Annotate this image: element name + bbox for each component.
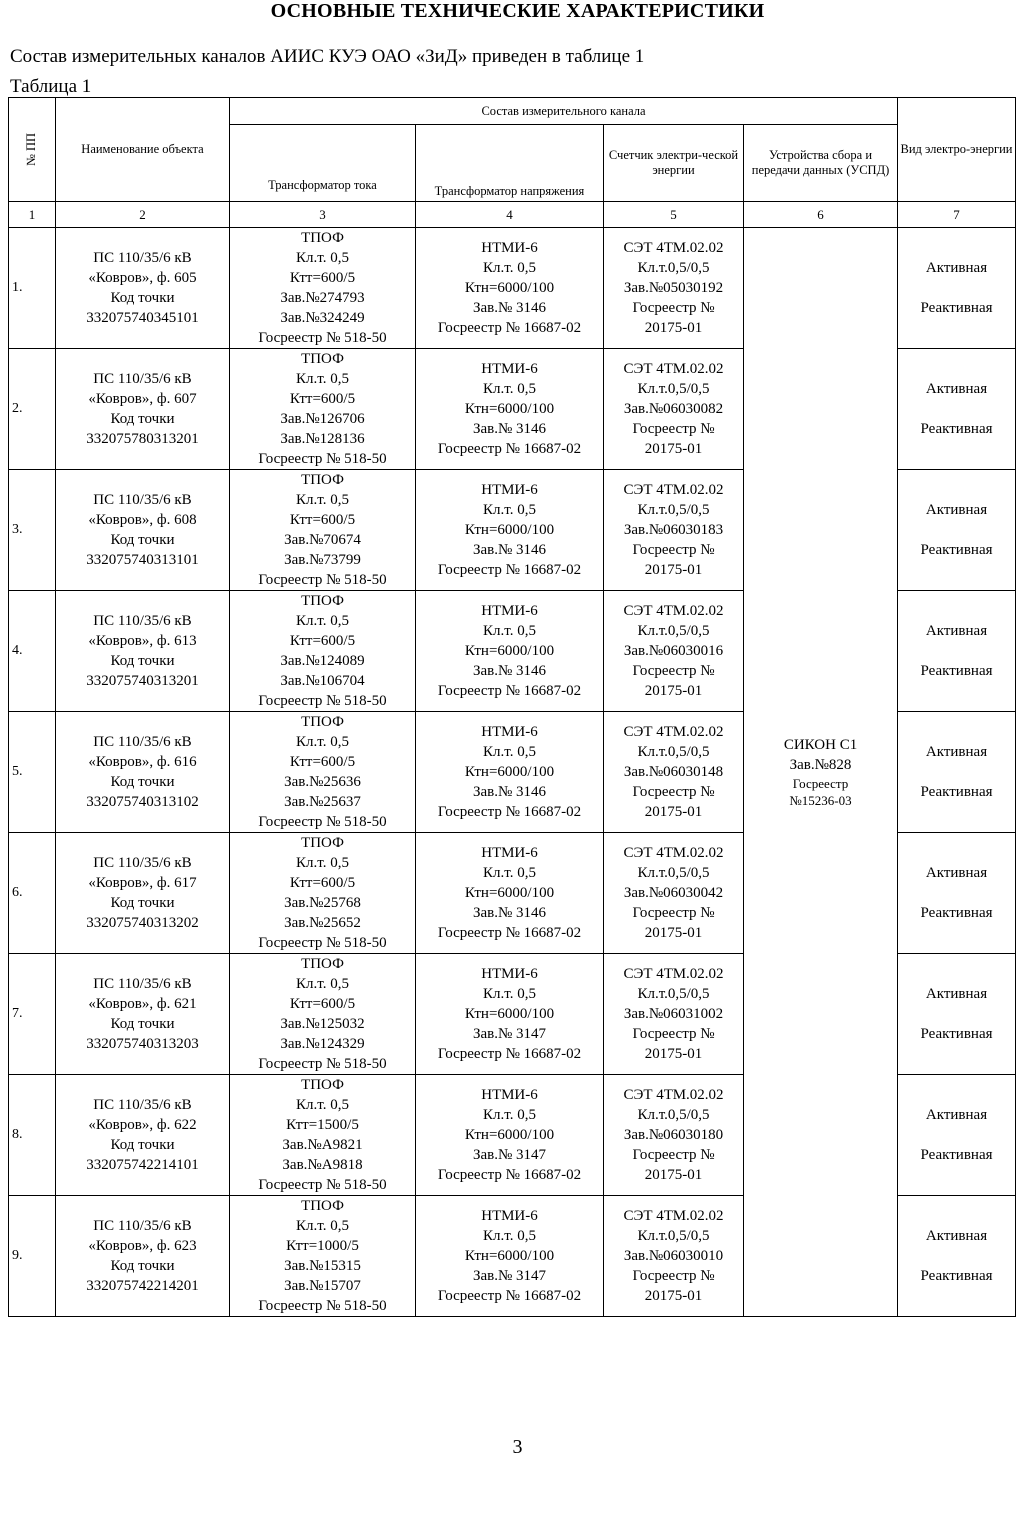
cell-line: 332075780313201 bbox=[86, 431, 199, 447]
cell-line: ТПОФ bbox=[301, 835, 344, 851]
meter-cell bbox=[604, 1196, 744, 1317]
cell-line: Госреестр № bbox=[632, 1268, 715, 1284]
meter-cell bbox=[604, 349, 744, 470]
cell-line: Госреестр № bbox=[632, 542, 715, 558]
cell-line: Кл.т. 0,5 bbox=[296, 734, 349, 750]
cell-line: Госреестр № bbox=[632, 784, 715, 800]
ct-cell bbox=[230, 228, 416, 349]
cell-line: Зав.№25636 bbox=[284, 774, 361, 790]
cell-line: Кл.т.0,5/0,5 bbox=[637, 1228, 710, 1244]
cell-line: «Ковров», ф. 605 bbox=[88, 270, 197, 286]
cell-line: «Ковров», ф. 622 bbox=[88, 1117, 197, 1133]
cell-line: Госреестр № 16687-02 bbox=[437, 562, 582, 578]
energy-cell bbox=[898, 833, 1016, 954]
row-number: 8. bbox=[9, 1075, 56, 1196]
cell-line: Госреестр № bbox=[632, 421, 715, 437]
cell-line: 332075740313101 bbox=[86, 552, 199, 568]
energy-active: Активная bbox=[925, 381, 988, 397]
cell-line: Госреестр № 518-50 bbox=[258, 330, 387, 346]
cell-line: СЭТ 4ТМ.02.02 bbox=[623, 1087, 724, 1103]
cell-line: «Ковров», ф. 607 bbox=[88, 391, 197, 407]
cell-line: 20175-01 bbox=[644, 925, 703, 941]
cell-line: Ктн=6000/100 bbox=[464, 522, 555, 538]
cell-line: Госреестр № 518-50 bbox=[258, 1177, 387, 1193]
meter-cell bbox=[604, 591, 744, 712]
cell-line: Зав.№06030180 bbox=[623, 1127, 724, 1143]
cell-line: Кл.т. 0,5 bbox=[296, 1097, 349, 1113]
object-cell bbox=[56, 954, 230, 1075]
cell-line: Код точки bbox=[110, 411, 175, 427]
table-row bbox=[9, 228, 1016, 349]
object-cell bbox=[56, 833, 230, 954]
cell-line: Госреестр № 16687-02 bbox=[437, 804, 582, 820]
vt-cell bbox=[416, 349, 604, 470]
cell-line: Кл.т. 0,5 bbox=[296, 250, 349, 266]
cell-line: Кл.т.0,5/0,5 bbox=[637, 260, 710, 276]
cell-line: Код точки bbox=[110, 653, 175, 669]
cell-line: ТПОФ bbox=[301, 1198, 344, 1214]
cell-line: Зав.№06030010 bbox=[623, 1248, 724, 1264]
cell-line: НТМИ-6 bbox=[481, 482, 538, 498]
cell-line: СЭТ 4ТМ.02.02 bbox=[623, 1208, 724, 1224]
uspd-reg-number: №15236-03 bbox=[789, 793, 852, 808]
energy-active: Активная bbox=[925, 623, 988, 639]
cell-line: Госреестр № bbox=[632, 300, 715, 316]
energy-active: Активная bbox=[925, 502, 988, 518]
energy-active: Активная bbox=[925, 260, 988, 276]
cell-line: «Ковров», ф. 608 bbox=[88, 512, 197, 528]
cell-line: Зав.№ 3146 bbox=[472, 542, 547, 558]
cell-line: Кл.т.0,5/0,5 bbox=[637, 502, 710, 518]
cell-line: Код точки bbox=[110, 1258, 175, 1274]
cell-line: Госреестр № 16687-02 bbox=[437, 925, 582, 941]
cell-line: ПС 110/35/6 кВ bbox=[93, 371, 192, 387]
cell-line: ТПОФ bbox=[301, 1077, 344, 1093]
ct-cell bbox=[230, 349, 416, 470]
cell-line: Кл.т. 0,5 bbox=[296, 976, 349, 992]
header-ct: Трансформатор тока bbox=[230, 125, 416, 202]
cell-line: Зав.№324249 bbox=[280, 310, 365, 326]
cell-line: Зав.№ 3146 bbox=[472, 784, 547, 800]
energy-active: Активная bbox=[925, 1228, 988, 1244]
cell-line: НТМИ-6 bbox=[481, 240, 538, 256]
cell-line: НТМИ-6 bbox=[481, 1087, 538, 1103]
vt-cell bbox=[416, 954, 604, 1075]
meter-cell bbox=[604, 470, 744, 591]
cell-line: 20175-01 bbox=[644, 804, 703, 820]
energy-active: Активная bbox=[925, 1107, 988, 1123]
cell-line: ПС 110/35/6 кВ bbox=[93, 492, 192, 508]
cell-line: Ктт=600/5 bbox=[289, 633, 356, 649]
energy-cell bbox=[898, 954, 1016, 1075]
cell-line: 332075740313202 bbox=[86, 915, 199, 931]
cell-line: Госреестр № 518-50 bbox=[258, 572, 387, 588]
cell-line: Зав.№А9821 bbox=[282, 1137, 363, 1153]
cell-line: 20175-01 bbox=[644, 320, 703, 336]
uspd-cell bbox=[744, 228, 898, 1317]
cell-line: Зав.№25637 bbox=[284, 794, 361, 810]
cell-line: Кл.т. 0,5 bbox=[483, 260, 536, 276]
cell-line: ТПОФ bbox=[301, 593, 344, 609]
cell-line: 332075742214101 bbox=[86, 1157, 199, 1173]
cell-line: Код точки bbox=[110, 895, 175, 911]
energy-cell bbox=[898, 591, 1016, 712]
cell-line: Зав.№125032 bbox=[280, 1016, 365, 1032]
cell-line: «Ковров», ф. 621 bbox=[88, 996, 197, 1012]
cell-line: Код точки bbox=[110, 1016, 175, 1032]
row-number: 2. bbox=[9, 349, 56, 470]
cell-line: Ктн=6000/100 bbox=[464, 643, 555, 659]
header-energy: Вид электро-энергии bbox=[898, 98, 1016, 202]
cell-line: Кл.т. 0,5 bbox=[296, 371, 349, 387]
cell-line: Зав.№73799 bbox=[284, 552, 361, 568]
cell-line: Кл.т.0,5/0,5 bbox=[637, 1107, 710, 1123]
object-cell bbox=[56, 228, 230, 349]
cell-line: ТПОФ bbox=[301, 230, 344, 246]
cell-line: Кл.т. 0,5 bbox=[296, 1218, 349, 1234]
cell-line: ПС 110/35/6 кВ bbox=[93, 1218, 192, 1234]
cell-line: Ктт=600/5 bbox=[289, 391, 356, 407]
object-cell bbox=[56, 712, 230, 833]
vt-cell bbox=[416, 470, 604, 591]
cell-line: Ктн=6000/100 bbox=[464, 764, 555, 780]
header-uspd: Устройства сбора и передачи данных (УСПД) bbox=[744, 125, 898, 202]
cell-line: СЭТ 4ТМ.02.02 bbox=[623, 603, 724, 619]
uspd-serial: Зав.№828 bbox=[789, 757, 852, 773]
ct-cell bbox=[230, 954, 416, 1075]
energy-cell bbox=[898, 349, 1016, 470]
row-number: 9. bbox=[9, 1196, 56, 1317]
cell-line: СЭТ 4ТМ.02.02 bbox=[623, 724, 724, 740]
uspd-name: СИКОН С1 bbox=[783, 737, 858, 753]
cell-line: ТПОФ bbox=[301, 351, 344, 367]
energy-reactive: Реактивная bbox=[920, 542, 993, 558]
cell-line: Госреестр № 16687-02 bbox=[437, 320, 582, 336]
energy-cell bbox=[898, 1075, 1016, 1196]
cell-line: 20175-01 bbox=[644, 1167, 703, 1183]
cell-line: Ктт=600/5 bbox=[289, 512, 356, 528]
cell-line: НТМИ-6 bbox=[481, 724, 538, 740]
cell-line: Госреестр № 16687-02 bbox=[437, 1288, 582, 1304]
channels-table bbox=[8, 97, 1016, 1317]
header-meter: Счетчик электри-ческой энергии bbox=[604, 125, 744, 202]
ct-cell bbox=[230, 833, 416, 954]
cell-line: СЭТ 4ТМ.02.02 bbox=[623, 845, 724, 861]
cell-line: Ктт=600/5 bbox=[289, 754, 356, 770]
row-number: 5. bbox=[9, 712, 56, 833]
object-cell bbox=[56, 1196, 230, 1317]
row-number: 6. bbox=[9, 833, 56, 954]
ct-cell bbox=[230, 712, 416, 833]
meter-cell bbox=[604, 1075, 744, 1196]
cell-line: Зав.№ 3147 bbox=[472, 1268, 547, 1284]
ct-cell bbox=[230, 1075, 416, 1196]
cell-line: Госреестр № bbox=[632, 663, 715, 679]
meter-cell bbox=[604, 712, 744, 833]
cell-line: Кл.т. 0,5 bbox=[296, 613, 349, 629]
cell-line: Кл.т. 0,5 bbox=[483, 1228, 536, 1244]
header-group: Состав измерительного канала bbox=[230, 98, 898, 125]
cell-line: Госреестр № 16687-02 bbox=[437, 683, 582, 699]
cell-line: Кл.т. 0,5 bbox=[483, 986, 536, 1002]
cell-line: ПС 110/35/6 кВ bbox=[93, 1097, 192, 1113]
energy-cell bbox=[898, 1196, 1016, 1317]
energy-active: Активная bbox=[925, 986, 988, 1002]
cell-line: Зав.№А9818 bbox=[282, 1157, 363, 1173]
meter-cell bbox=[604, 228, 744, 349]
object-cell bbox=[56, 349, 230, 470]
col-number: 3 bbox=[230, 202, 416, 228]
cell-line: 332075740313203 bbox=[86, 1036, 199, 1052]
cell-line: НТМИ-6 bbox=[481, 845, 538, 861]
cell-line: Кл.т. 0,5 bbox=[483, 502, 536, 518]
cell-line: СЭТ 4ТМ.02.02 bbox=[623, 482, 724, 498]
cell-line: НТМИ-6 bbox=[481, 966, 538, 982]
cell-line: Ктн=6000/100 bbox=[464, 401, 555, 417]
object-cell bbox=[56, 1075, 230, 1196]
cell-line: Зав.№126706 bbox=[280, 411, 365, 427]
energy-cell bbox=[898, 470, 1016, 591]
vt-cell bbox=[416, 1075, 604, 1196]
row-number: 4. bbox=[9, 591, 56, 712]
cell-line: 332075740313201 bbox=[86, 673, 199, 689]
cell-line: Зав.№ 3146 bbox=[472, 300, 547, 316]
cell-line: Госреестр № bbox=[632, 1147, 715, 1163]
cell-line: Зав.№25768 bbox=[284, 895, 361, 911]
cell-line: Зав.№06030148 bbox=[623, 764, 724, 780]
cell-line: Кл.т. 0,5 bbox=[483, 1107, 536, 1123]
cell-line: Ктт=600/5 bbox=[289, 270, 356, 286]
cell-line: Код точки bbox=[110, 532, 175, 548]
cell-line: Ктт=1000/5 bbox=[286, 1238, 359, 1254]
cell-line: Зав.№ 3146 bbox=[472, 905, 547, 921]
energy-reactive: Реактивная bbox=[920, 1147, 993, 1163]
cell-line: Ктт=1500/5 bbox=[286, 1117, 359, 1133]
cell-line: Госреестр № 16687-02 bbox=[437, 1167, 582, 1183]
energy-reactive: Реактивная bbox=[920, 421, 993, 437]
cell-line: Код точки bbox=[110, 1137, 175, 1153]
cell-line: Зав.№06030016 bbox=[623, 643, 724, 659]
cell-line: 20175-01 bbox=[644, 1288, 703, 1304]
object-cell bbox=[56, 470, 230, 591]
cell-line: Кл.т. 0,5 bbox=[296, 492, 349, 508]
uspd-reg: Госреестр bbox=[792, 776, 849, 791]
vt-cell bbox=[416, 1196, 604, 1317]
cell-line: Зав.№06031002 bbox=[623, 1006, 724, 1022]
energy-active: Активная bbox=[925, 744, 988, 760]
meter-cell bbox=[604, 833, 744, 954]
cell-line: «Ковров», ф. 616 bbox=[88, 754, 197, 770]
col-number: 7 bbox=[898, 202, 1016, 228]
cell-line: СЭТ 4ТМ.02.02 bbox=[623, 966, 724, 982]
energy-cell bbox=[898, 228, 1016, 349]
page-number: 3 bbox=[512, 1436, 523, 1458]
cell-line: Кл.т.0,5/0,5 bbox=[637, 623, 710, 639]
cell-line: Зав.№ 3146 bbox=[472, 663, 547, 679]
cell-line: ПС 110/35/6 кВ bbox=[93, 613, 192, 629]
cell-line: ТПОФ bbox=[301, 714, 344, 730]
cell-line: Ктт=600/5 bbox=[289, 996, 356, 1012]
col-number: 6 bbox=[744, 202, 898, 228]
cell-line: Код точки bbox=[110, 774, 175, 790]
cell-line: ПС 110/35/6 кВ bbox=[93, 734, 192, 750]
cell-line: «Ковров», ф. 617 bbox=[88, 875, 197, 891]
cell-line: 20175-01 bbox=[644, 441, 703, 457]
cell-line: Зав.№70674 bbox=[284, 532, 361, 548]
cell-line: Госреестр № 518-50 bbox=[258, 1298, 387, 1314]
cell-line: Зав.№ 3147 bbox=[472, 1026, 547, 1042]
cell-line: Зав.№ 3147 bbox=[472, 1147, 547, 1163]
cell-line: Зав.№124329 bbox=[280, 1036, 365, 1052]
cell-line: Ктн=6000/100 bbox=[464, 1006, 555, 1022]
vt-cell bbox=[416, 228, 604, 349]
cell-line: Зав.№274793 bbox=[280, 290, 365, 306]
header-num: № ПП bbox=[9, 98, 56, 202]
cell-line: НТМИ-6 bbox=[481, 361, 538, 377]
table-label: Таблица 1 bbox=[10, 76, 92, 97]
col-number: 5 bbox=[604, 202, 744, 228]
cell-line: Зав.№15707 bbox=[284, 1278, 361, 1294]
cell-line: Кл.т.0,5/0,5 bbox=[637, 986, 710, 1002]
energy-reactive: Реактивная bbox=[920, 905, 993, 921]
cell-line: Госреестр № bbox=[632, 905, 715, 921]
cell-line: Кл.т.0,5/0,5 bbox=[637, 865, 710, 881]
cell-line: Госреестр № 518-50 bbox=[258, 814, 387, 830]
row-number: 3. bbox=[9, 470, 56, 591]
cell-line: Госреестр № 518-50 bbox=[258, 451, 387, 467]
cell-line: Кл.т. 0,5 bbox=[296, 855, 349, 871]
energy-reactive: Реактивная bbox=[920, 1268, 993, 1284]
cell-line: Зав.№25652 bbox=[284, 915, 361, 931]
row-number: 7. bbox=[9, 954, 56, 1075]
energy-reactive: Реактивная bbox=[920, 784, 993, 800]
cell-line: НТМИ-6 bbox=[481, 603, 538, 619]
cell-line: 20175-01 bbox=[644, 683, 703, 699]
cell-line: «Ковров», ф. 623 bbox=[88, 1238, 197, 1254]
cell-line: Код точки bbox=[110, 290, 175, 306]
cell-line: ПС 110/35/6 кВ bbox=[93, 976, 192, 992]
cell-line: Ктн=6000/100 bbox=[464, 885, 555, 901]
cell-line: Зав.№06030042 bbox=[623, 885, 724, 901]
cell-line: Кл.т. 0,5 bbox=[483, 623, 536, 639]
energy-cell bbox=[898, 712, 1016, 833]
cell-line: Зав.№05030192 bbox=[623, 280, 724, 296]
meter-cell bbox=[604, 954, 744, 1075]
cell-line: ПС 110/35/6 кВ bbox=[93, 855, 192, 871]
cell-line: Госреестр № 518-50 bbox=[258, 1056, 387, 1072]
cell-line: Ктн=6000/100 bbox=[464, 1127, 555, 1143]
cell-line: Ктт=600/5 bbox=[289, 875, 356, 891]
cell-line: Зав.№124089 bbox=[280, 653, 365, 669]
cell-line: Зав.№06030082 bbox=[623, 401, 724, 417]
cell-line: СЭТ 4ТМ.02.02 bbox=[623, 240, 724, 256]
cell-line: ПС 110/35/6 кВ bbox=[93, 250, 192, 266]
energy-reactive: Реактивная bbox=[920, 1026, 993, 1042]
cell-line: Зав.№ 3146 bbox=[472, 421, 547, 437]
energy-reactive: Реактивная bbox=[920, 663, 993, 679]
cell-line: Госреестр № 518-50 bbox=[258, 693, 387, 709]
cell-line: Зав.№06030183 bbox=[623, 522, 724, 538]
cell-line: Кл.т. 0,5 bbox=[483, 744, 536, 760]
cell-line: Зав.№15315 bbox=[284, 1258, 361, 1274]
vt-cell bbox=[416, 833, 604, 954]
energy-active: Активная bbox=[925, 865, 988, 881]
cell-line: 20175-01 bbox=[644, 1046, 703, 1062]
cell-line: Зав.№106704 bbox=[280, 673, 365, 689]
cell-line: 332075740345101 bbox=[86, 310, 199, 326]
ct-cell bbox=[230, 1196, 416, 1317]
vt-cell bbox=[416, 591, 604, 712]
cell-line: 332075742214201 bbox=[86, 1278, 199, 1294]
cell-line: Госреестр № bbox=[632, 1026, 715, 1042]
cell-line: Госреестр № 16687-02 bbox=[437, 441, 582, 457]
row-number: 1. bbox=[9, 228, 56, 349]
intro-text: Состав измерительных каналов АИИС КУЭ ОАО «ЗиД» приведен в таблице 1 bbox=[10, 46, 645, 67]
energy-reactive: Реактивная bbox=[920, 300, 993, 316]
col-number: 1 bbox=[9, 202, 56, 228]
cell-line: Кл.т. 0,5 bbox=[483, 381, 536, 397]
ct-cell bbox=[230, 470, 416, 591]
object-cell bbox=[56, 591, 230, 712]
cell-line: 20175-01 bbox=[644, 562, 703, 578]
ct-cell bbox=[230, 591, 416, 712]
cell-line: 332075740313102 bbox=[86, 794, 199, 810]
cell-line: ТПОФ bbox=[301, 956, 344, 972]
header-vt: Трансформатор напряжения bbox=[416, 125, 604, 202]
col-number: 4 bbox=[416, 202, 604, 228]
cell-line: Госреестр № 16687-02 bbox=[437, 1046, 582, 1062]
cell-line: «Ковров», ф. 613 bbox=[88, 633, 197, 649]
cell-line: Кл.т.0,5/0,5 bbox=[637, 744, 710, 760]
cell-line: СЭТ 4ТМ.02.02 bbox=[623, 361, 724, 377]
cell-line: Ктн=6000/100 bbox=[464, 280, 555, 296]
cell-line: ТПОФ bbox=[301, 472, 344, 488]
col-number: 2 bbox=[56, 202, 230, 228]
cell-line: Кл.т.0,5/0,5 bbox=[637, 381, 710, 397]
vt-cell bbox=[416, 712, 604, 833]
cell-line: Ктн=6000/100 bbox=[464, 1248, 555, 1264]
cell-line: НТМИ-6 bbox=[481, 1208, 538, 1224]
cell-line: Кл.т. 0,5 bbox=[483, 865, 536, 881]
header-object: Наименование объекта bbox=[56, 98, 230, 202]
cell-line: Госреестр № 518-50 bbox=[258, 935, 387, 951]
cell-line: Зав.№128136 bbox=[280, 431, 365, 447]
page-title: ОСНОВНЫЕ ТЕХНИЧЕСКИЕ ХАРАКТЕРИСТИКИ bbox=[270, 0, 765, 22]
